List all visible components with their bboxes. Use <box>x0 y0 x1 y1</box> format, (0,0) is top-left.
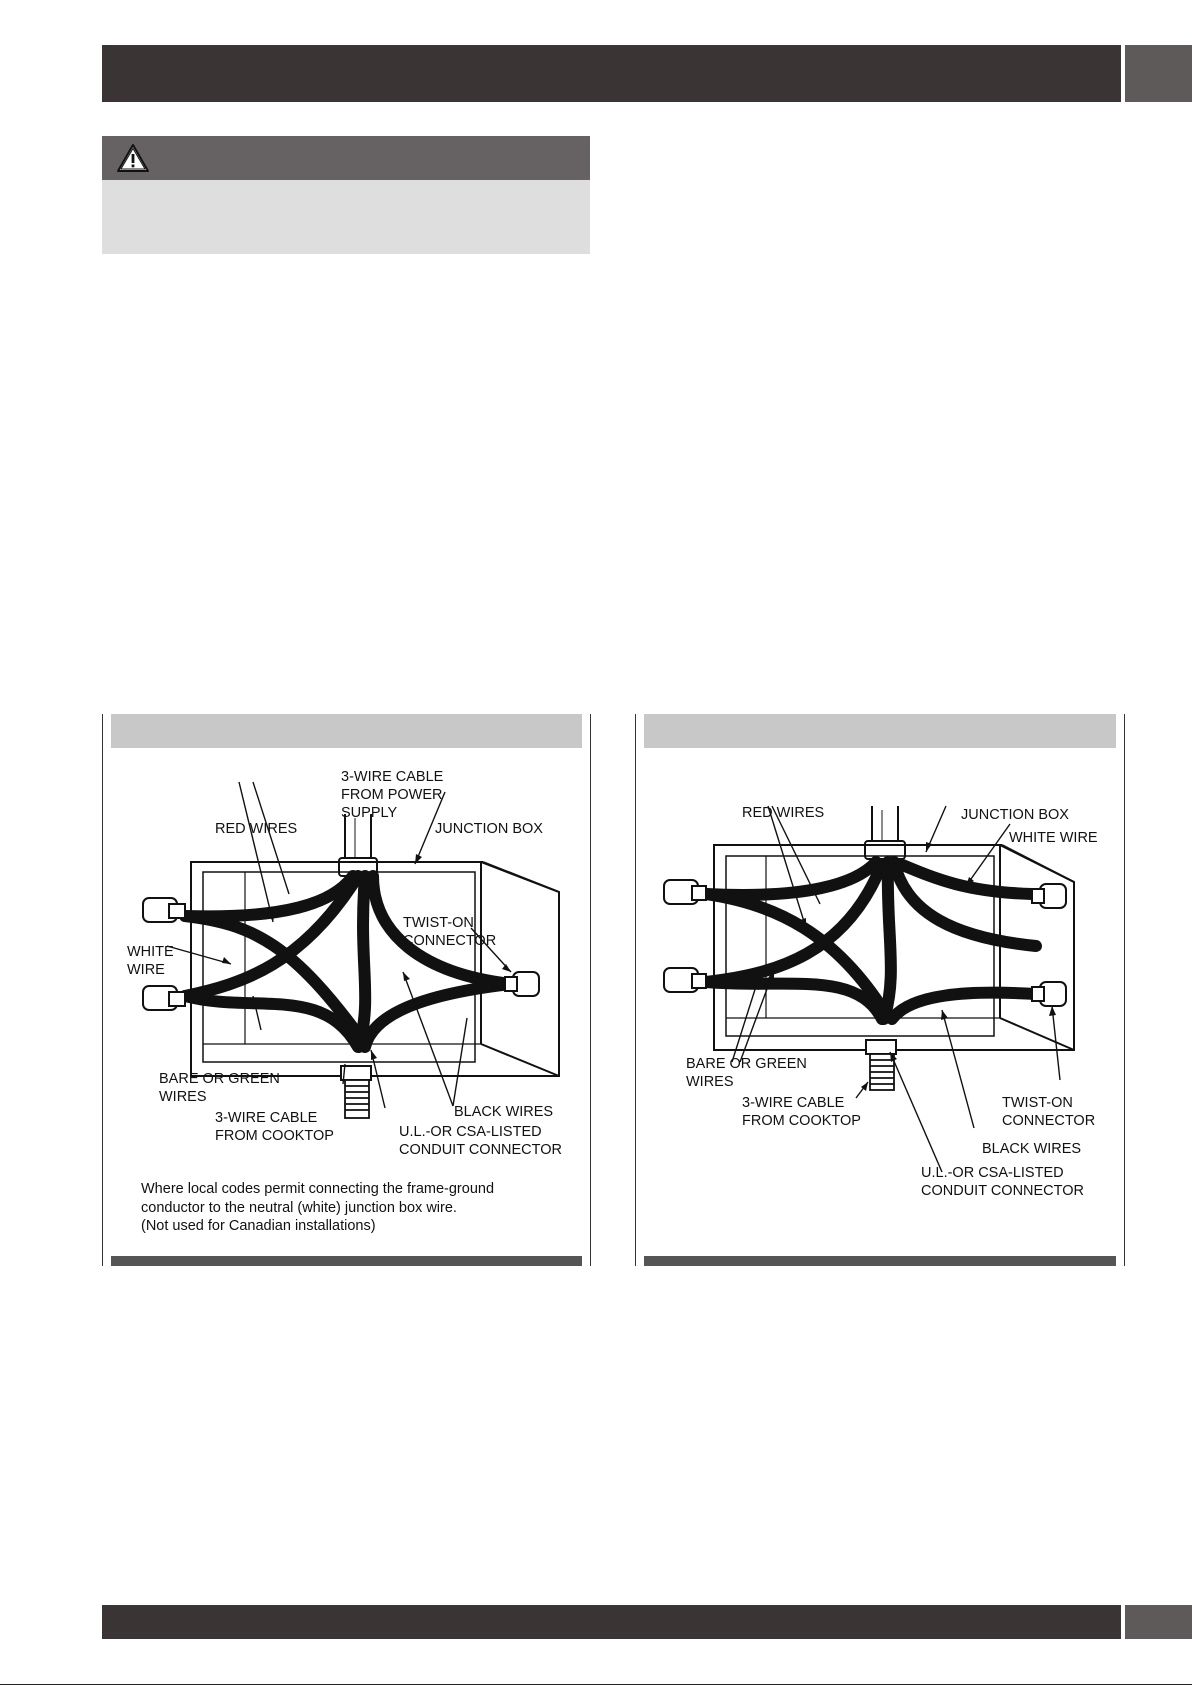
label-twist-on-1: TWIST-ON <box>1002 1095 1073 1111</box>
label-cable-cooktop-1: 3-WIRE CABLE <box>742 1095 845 1111</box>
label-conduit-2: CONDUIT CONNECTOR <box>921 1183 1084 1199</box>
label-bare-green-1: BARE OR GREEN <box>686 1056 807 1072</box>
figure-left-note <box>141 1180 541 1236</box>
label-bare-green-2: WIRES <box>159 1089 207 1105</box>
page-header-bar <box>102 45 1121 102</box>
figure-left-footer <box>111 1256 582 1266</box>
figure-right <box>635 714 1125 1266</box>
label-junction-box: JUNCTION BOX <box>961 807 1069 823</box>
label-cable-power-2: FROM POWER <box>341 787 443 803</box>
warning-header <box>102 136 590 180</box>
warning-body <box>102 180 590 254</box>
label-white-wire: WHITE WIRE <box>1009 830 1098 846</box>
label-red-wires: RED WIRES <box>742 805 825 821</box>
label-white-wire-1: WHITE <box>127 944 174 960</box>
label-twist-on-2: CONNECTOR <box>1002 1113 1096 1129</box>
label-conduit-1: U.L.-OR CSA-LISTED <box>921 1165 1064 1181</box>
label-junction-box: JUNCTION BOX <box>435 821 543 837</box>
label-conduit-2: CONDUIT CONNECTOR <box>399 1142 562 1158</box>
label-black-wires: BLACK WIRES <box>982 1141 1082 1157</box>
label-white-wire-2: WIRE <box>127 962 165 978</box>
label-cable-power-1: 3-WIRE CABLE <box>341 769 444 785</box>
label-cable-power-3: SUPPLY <box>341 805 398 821</box>
label-conduit-1: U.L.-OR CSA-LISTED <box>399 1124 542 1140</box>
figure-left <box>102 714 591 1266</box>
note-line-1: Where local codes permit connecting the frame-ground <box>141 1181 495 1197</box>
figure-right-footer <box>644 1256 1116 1266</box>
label-red-wires: RED WIRES <box>215 821 298 837</box>
label-cable-cooktop-2: FROM COOKTOP <box>215 1128 334 1144</box>
label-cable-cooktop-2: FROM COOKTOP <box>742 1113 861 1129</box>
note-line-3: (Not used for Canadian installations) <box>141 1218 376 1234</box>
warning-triangle-icon <box>116 143 150 173</box>
page-footer-bar <box>102 1605 1121 1639</box>
page-header-tab <box>1125 45 1192 102</box>
label-cable-cooktop-1: 3-WIRE CABLE <box>215 1110 318 1126</box>
label-black-wires: BLACK WIRES <box>454 1104 554 1120</box>
label-bare-green-2: WIRES <box>686 1074 734 1090</box>
label-bare-green-1: BARE OR GREEN <box>159 1071 280 1087</box>
label-twist-on-1: TWIST-ON <box>403 915 474 931</box>
page-footer-tab <box>1125 1605 1192 1639</box>
label-twist-on-2: CONNECTOR <box>403 933 497 949</box>
note-line-2: conductor to the neutral (white) junction box wire. <box>141 1199 457 1216</box>
junction-box-diagram-right <box>636 714 1124 1266</box>
warning-box <box>102 136 590 254</box>
